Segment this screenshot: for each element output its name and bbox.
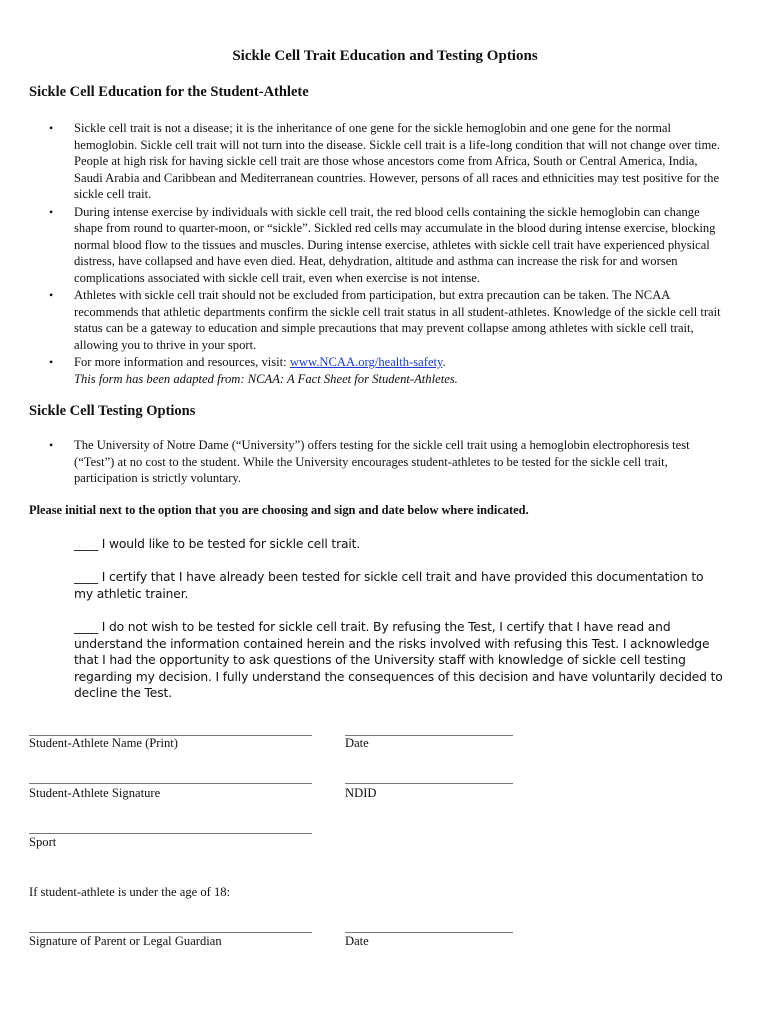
testing-heading: Sickle Cell Testing Options <box>29 403 196 419</box>
bullet-dot: • <box>49 121 54 135</box>
page-title: Sickle Cell Trait Education and Testing Options <box>232 48 538 64</box>
sport-label: Sport <box>29 835 57 849</box>
parent-date-label: Date <box>345 934 369 948</box>
education-bullet-list <box>29 120 729 388</box>
list-item <box>29 371 729 388</box>
education-heading: Sickle Cell Education for the Student-Athlete <box>29 84 309 100</box>
date-label: Date <box>345 736 369 750</box>
list-item: • The University of Notre Dame (“University”) offers testing for the sickle cell trait using a hemoglobin electrophoresis test (“Test”) at no cost to the student. While the University encourages student-athletes to be tested for the sickle cell trait, participation is strictly voluntary. <box>49 438 690 485</box>
ncaa-health-safety-link[interactable]: www.NCAA.org/health-safety <box>289 355 443 369</box>
parent-signature-label: Signature of Parent or Legal Guardian <box>29 934 222 948</box>
ndid-label: NDID <box>345 786 377 800</box>
list-item: • Athletes with sickle cell trait should not be excluded from participation, but extra precaution can be taken. The NCAA recommends that athletic departments confirm the sickle cell trait status in all student-athletes. Knowledge of the sickle cell trait status can be a gateway to education and simple precautions that may prevent collapse among athletes with sickle cell trait, allowing you to thrive in your sport. <box>49 288 721 352</box>
parent-signature-line[interactable] <box>29 932 312 933</box>
adapted-note: This form has been adapted from: NCAA: A Fact Sheet for Student-Athletes. <box>74 371 458 386</box>
list-item: • For more information and resources, visit: www.NCAA.org/health-safety. <box>49 355 446 369</box>
signature-label: Student-Athlete Signature <box>29 786 161 800</box>
minor-note: If student-athlete is under the age of 18: <box>29 885 231 899</box>
ndid-line[interactable] <box>345 783 513 784</box>
sport-line[interactable] <box>29 833 312 834</box>
list-item: • During intense exercise by individuals with sickle cell trait, the red blood cells containing the sickle hemoglobin can change shape from round to quarter-moon, or “sickle”. Sickled red cells may accumulate in the blood during intense exercise, blocking normal blood flow to the tissues and muscles. During intense exercise, athletes with sickle cell trait have experienced physical distress, have collapsed and have even died. Heat, dehydration, altitude and asthma can increase the risk for and worsen complications associated with sickle cell trait, even when exercise is not intense. <box>49 204 716 285</box>
list-item: • Sickle cell trait is not a disease; it is the inheritance of one gene for the sickle hemoglobin and one gene for the normal hemoglobin. Sickle cell trait will not turn into the disease. Sickle cell trait is a life-long condition that will not change over time. People at high risk for having sickle cell trait are those whose ancestors come from Africa, South or Central America, India, Saudi Arabia and Caribbean and Mediterranean countries. However, persons of all races and ethnicities may test positive for the sickle cell trait. <box>49 121 720 201</box>
instruction-text: Please initial next to the option that you are choosing and sign and date below where indicated. <box>29 503 529 517</box>
name-label: Student-Athlete Name (Print) <box>29 736 178 750</box>
date-signature-line[interactable] <box>345 735 513 736</box>
option-already-tested[interactable]: ____ I certify that I have already been tested for sickle cell trait and have provided this documentation to my athletic trainer. <box>74 570 704 601</box>
athlete-signature-line[interactable] <box>29 783 312 784</box>
bullet-dot: • <box>49 288 54 302</box>
bullet-dot: • <box>49 204 54 219</box>
bullet-dot: • <box>49 355 54 369</box>
option-get-tested[interactable]: ____ I would like to be tested for sickle cell trait. <box>74 537 361 551</box>
testing-bullet-list <box>29 437 729 488</box>
bullet-dot: • <box>49 438 54 452</box>
parent-date-line[interactable] <box>345 932 513 933</box>
option-decline-test[interactable]: ____ I do not wish to be tested for sickle cell trait. By refusing the Test, I certify that I have read and understand the information contained herein and the risks involved with refusing this Test. I acknowledge that I had the opportunity to ask questions of the University staff with knowledge of sickle cell testing regarding my decision. I fully understand the consequences of this decision and have voluntarily decided to decline the Test. <box>74 620 723 701</box>
